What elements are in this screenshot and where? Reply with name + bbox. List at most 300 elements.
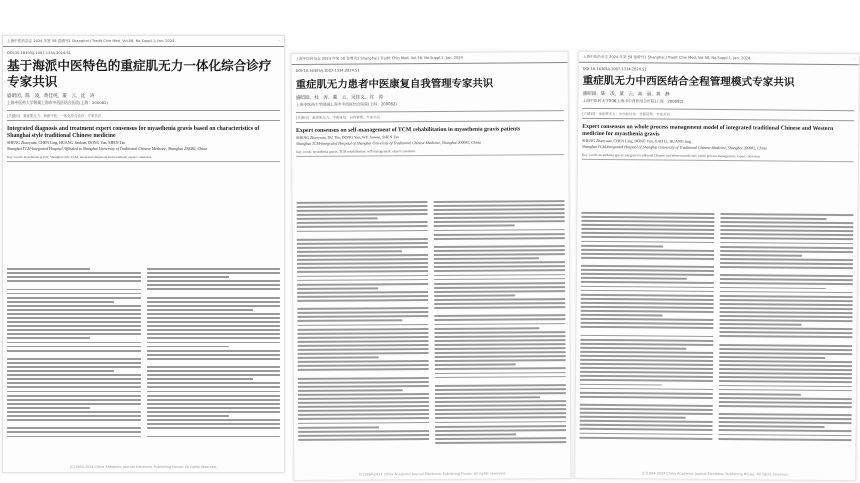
body-text-line <box>7 276 141 278</box>
body-text-line <box>581 273 714 276</box>
body-text-line <box>298 357 379 359</box>
body-text-line <box>720 315 853 318</box>
body-text-line <box>297 209 428 212</box>
body-text-line <box>581 244 663 247</box>
body-text-line <box>297 213 428 216</box>
body-text-line <box>7 284 141 286</box>
body-text-line <box>7 317 141 319</box>
body-text-line <box>719 405 852 408</box>
body-text-line <box>719 401 852 404</box>
body-text-line <box>298 368 429 371</box>
body-text-line <box>434 208 565 211</box>
body-column-right <box>718 213 853 441</box>
body-text-line <box>7 280 141 282</box>
body-text-line <box>580 432 713 435</box>
body-text-line <box>147 378 254 380</box>
body-text-line <box>435 429 566 432</box>
body-text-line <box>719 425 825 428</box>
body-text-line <box>434 212 565 215</box>
body-text-line <box>297 234 428 237</box>
body-column-right <box>434 200 567 444</box>
body-text-line <box>298 364 429 367</box>
body-text-line <box>435 392 566 395</box>
paper-affiliation: 上海中医药大学附属上海市中西医结合医院(上海 200082) <box>295 101 397 107</box>
body-text-line <box>7 321 141 323</box>
body-text-line <box>581 228 714 231</box>
body-text-line <box>7 407 90 409</box>
body-text-line <box>297 279 428 282</box>
body-text-line <box>298 438 429 441</box>
body-text-line <box>147 403 281 405</box>
body-text-line <box>720 246 853 249</box>
body-text-line <box>719 327 852 330</box>
body-text-line <box>719 344 852 347</box>
body-text-line <box>7 391 141 393</box>
body-text-line <box>7 374 141 376</box>
body-text-line <box>7 297 141 299</box>
body-text-line <box>147 337 281 339</box>
body-text-line <box>719 335 852 338</box>
body-text-line <box>580 330 713 333</box>
english-affiliation: Shanghai TCM-Integrated Hospital of Shanghai University of Traditional Chinese Medicine, Shanghai 200082, China <box>582 144 767 151</box>
body-text-line <box>7 301 114 303</box>
body-text-line <box>435 343 566 346</box>
english-title: Integrated diagnosis and treatment expert consensus for myasthenia gravis based on characteristics of Shanghai style traditional Chinese medicine <box>7 126 260 139</box>
body-text-line <box>7 399 141 401</box>
body-text-line <box>580 359 713 362</box>
body-text-line <box>7 395 141 397</box>
body-text-line <box>297 287 378 289</box>
body-text-line <box>297 311 428 314</box>
english-title: Expert consensus on whole process management model of integrated traditional Chinese and Western medicine for myasthenia gravis <box>582 123 834 138</box>
body-text-line <box>298 344 429 347</box>
body-text-line <box>298 417 429 420</box>
body-text-line <box>147 415 230 417</box>
body-text-line <box>579 436 712 439</box>
body-text-line <box>581 285 714 288</box>
body-text-line <box>718 438 851 441</box>
body-text-line <box>297 303 428 306</box>
body-text-line <box>7 362 141 364</box>
body-text-line <box>298 381 429 384</box>
body-text-line <box>298 434 429 437</box>
body-text-line <box>297 205 428 208</box>
body-text-line <box>147 313 281 315</box>
body-text-line <box>434 265 565 268</box>
keywords-box: [关键词] 重症肌无力；中医康复；自我管理；专家共识 <box>296 110 564 123</box>
body-text-line <box>147 350 281 352</box>
body-text-line <box>298 385 429 388</box>
doi-line: DOI:10.16305/j.1007-1334.2024.S1 <box>295 68 360 73</box>
page-number: · <box>278 39 280 43</box>
body-text-line <box>147 280 281 282</box>
body-text-line <box>720 254 802 257</box>
body-text-line <box>147 329 281 331</box>
body-text-line <box>434 200 565 203</box>
paper-title: 基于海派中医特色的重症肌无力一体化综合诊疗专家共识 <box>7 58 272 89</box>
body-text-line <box>298 401 429 404</box>
body-text-line <box>580 404 713 407</box>
body-text-line <box>720 278 853 281</box>
body-text-line <box>297 336 428 339</box>
body-text-line <box>581 212 714 215</box>
body-text-line <box>7 329 141 331</box>
body-text-line <box>147 431 281 433</box>
body-text-line <box>581 249 714 252</box>
body-text-line <box>147 346 230 348</box>
body-text-line <box>297 266 428 269</box>
body-text-line <box>435 351 566 354</box>
body-text-line <box>434 282 565 285</box>
body-text-line <box>580 334 713 337</box>
body-text-line <box>434 253 565 256</box>
copyright-line: (C)1994-2024 China Academic Journal Electronic Publishing House. All rights reserved. <box>359 471 506 477</box>
body-column-left <box>7 268 141 437</box>
body-text-line <box>720 225 853 228</box>
body-text-line <box>147 333 281 335</box>
body-text-line <box>435 388 566 391</box>
running-header <box>3 36 284 47</box>
body-text-line <box>297 332 428 335</box>
body-text-line <box>147 354 281 356</box>
body-text-line <box>7 354 141 356</box>
body-text-line <box>297 320 402 323</box>
body-text-line <box>435 417 566 420</box>
body-text-line <box>7 415 141 417</box>
english-authors: SHENG Zhaoyuan, CHEN Ling, DONG Yun, GAO Li, HUANG Jing <box>582 138 692 144</box>
body-text-line <box>147 288 281 290</box>
body-text-line <box>580 420 713 423</box>
body-text-line <box>147 386 281 388</box>
body-text-line <box>298 389 403 392</box>
running-header-text: 上海中医药杂志 2024 年第 58 卷增刊1 Shanghai J Tradit Chin Med, Vol.58, No.Suppl.1, Jan. 2024 <box>582 54 751 61</box>
body-text-line <box>719 385 852 388</box>
body-text-line <box>580 371 713 374</box>
body-text-line <box>719 340 852 343</box>
body-text-line <box>147 301 281 303</box>
body-text-line <box>147 427 281 429</box>
paper-page-1 <box>2 35 285 473</box>
body-text-line <box>719 421 852 424</box>
body-text-line <box>581 232 714 235</box>
body-text-line <box>580 375 713 378</box>
body-text-line <box>7 309 141 311</box>
english-keywords: Key words: myasthenia gravis; Shanghai style TCM; integrated diagnosis and treatment; expert consensus <box>7 152 280 162</box>
body-text-line <box>434 278 565 281</box>
body-text-line <box>7 370 114 372</box>
body-text-line <box>581 281 714 284</box>
body-text-line <box>581 310 714 313</box>
body-text-line <box>297 225 428 228</box>
body-text-line <box>434 229 565 232</box>
body-text-line <box>719 397 852 400</box>
body-text-line <box>581 293 714 296</box>
body-text-line <box>720 311 853 314</box>
body-text-line <box>720 307 853 310</box>
body-text-line <box>435 421 566 424</box>
body-text-line <box>434 327 539 330</box>
body-text-line <box>298 340 429 343</box>
body-text-line <box>147 391 281 393</box>
body-text-line <box>434 335 565 338</box>
body-text-line <box>297 230 428 233</box>
body-text-line <box>297 270 428 273</box>
body-text-line <box>434 237 565 240</box>
body-text-line <box>580 412 713 415</box>
body-text-line <box>580 355 713 358</box>
body-text-line <box>434 302 565 305</box>
body-text-line <box>581 306 714 309</box>
body-text-line <box>298 360 429 363</box>
body-text-line <box>147 382 281 384</box>
body-text-line <box>720 258 853 261</box>
body-text-line <box>7 289 141 291</box>
body-text-line <box>435 433 516 435</box>
body-text-line <box>297 246 428 249</box>
english-affiliation: Shanghai TCM-Integrated Hospital of Shanghai University of Traditional Chinese Medicine, Shanghai 200082, China <box>296 140 481 146</box>
body-columns <box>579 212 853 441</box>
body-text-line <box>7 272 141 274</box>
body-text-line <box>434 261 565 264</box>
body-text-line <box>434 310 565 313</box>
body-text-line <box>720 237 853 240</box>
body-text-line <box>297 283 428 286</box>
paper-authors: 盛昭园，陈 凌，黄佳纯，董 云，沈 涛 <box>7 94 95 99</box>
english-title: Expert consensus on self-management of TCM rehabilitation in myasthenia gravis patients <box>296 126 521 134</box>
body-text-line <box>720 319 853 322</box>
body-text-line <box>580 338 713 341</box>
body-text-line <box>581 261 714 264</box>
body-text-line <box>7 313 141 315</box>
body-text-line <box>297 328 428 331</box>
body-text-line <box>147 399 281 401</box>
body-text-line <box>434 294 515 296</box>
body-text-line <box>580 326 713 329</box>
body-text-line <box>434 225 515 227</box>
body-text-line <box>297 291 428 294</box>
body-text-line <box>720 262 853 265</box>
body-text-line <box>581 220 714 223</box>
body-text-line <box>147 423 281 425</box>
body-text-line <box>434 274 565 277</box>
keywords-box: [关键词] 重症肌无力；海派中医；一体化综合诊疗；专家共识 <box>7 110 280 121</box>
body-text-line <box>720 233 853 236</box>
body-text-line <box>719 372 852 375</box>
english-affiliation: Shanghai TCM-Integrated Hospital Affiliated to Shanghai University of Traditional Chinese Medicine, Shanghai 200082, China <box>7 147 207 151</box>
body-text-line <box>435 347 566 350</box>
body-text-line <box>435 384 566 387</box>
body-text-line <box>297 262 428 265</box>
body-text-line <box>580 424 713 427</box>
body-text-line <box>7 411 141 413</box>
paper-page-3 <box>574 51 860 481</box>
body-text-line <box>147 305 281 307</box>
body-text-line <box>719 434 852 437</box>
body-text-line <box>147 411 281 413</box>
body-text-line <box>719 348 852 351</box>
body-text-line <box>434 249 565 252</box>
body-text-line <box>435 339 566 342</box>
body-text-line <box>434 306 565 309</box>
body-text-line <box>7 337 90 339</box>
body-text-line <box>7 403 141 405</box>
body-text-line <box>7 333 141 335</box>
body-text-line <box>435 404 566 407</box>
body-column-right <box>147 268 281 437</box>
body-text-line <box>580 387 713 390</box>
body-text-line <box>7 386 141 388</box>
body-text-line <box>720 287 826 290</box>
body-text-line <box>719 380 852 383</box>
body-text-line <box>147 268 281 270</box>
body-text-line <box>7 293 141 295</box>
body-text-line <box>7 436 141 438</box>
body-text-line <box>147 276 230 278</box>
body-text-line <box>297 315 428 318</box>
body-text-line <box>581 298 714 301</box>
body-text-line <box>719 352 852 355</box>
body-text-line <box>298 373 429 376</box>
body-text-line <box>297 218 378 220</box>
body-text-line <box>435 412 566 415</box>
body-text-line <box>434 216 565 219</box>
body-text-line <box>435 364 516 366</box>
body-text-line <box>298 348 429 351</box>
body-text-line <box>435 441 566 444</box>
english-keywords: Key words: myasthenia gravis; TCM rehabilitation; self-management; expert consensus <box>296 145 564 157</box>
body-text-line <box>434 331 565 334</box>
english-keywords: Key words: myasthenia gravis; integrated traditional Chinese and Western medicine; whole process management; expert consensus <box>582 150 854 162</box>
body-text-line <box>581 314 663 317</box>
body-text-line <box>719 417 852 420</box>
body-text-line <box>297 258 428 261</box>
body-text-line <box>580 379 713 382</box>
body-text-line <box>720 282 853 285</box>
body-text-line <box>720 250 853 253</box>
body-text-line <box>434 286 565 289</box>
body-text-line <box>147 284 281 286</box>
body-text-line <box>7 431 141 433</box>
body-text-line <box>147 407 281 409</box>
body-text-line <box>298 426 379 428</box>
body-text-line <box>297 250 402 253</box>
body-text-line <box>7 358 141 360</box>
page-number: · <box>853 57 855 62</box>
english-authors: SHENG Zhaoyuan, CHEN Ling, HUANG Jiachun, DONG Yun, SHEN Tao <box>7 141 126 145</box>
body-text-line <box>581 253 714 256</box>
body-text-line <box>434 241 565 244</box>
body-text-line <box>298 405 429 408</box>
body-text-line <box>147 342 281 344</box>
body-text-line <box>7 268 90 270</box>
body-text-line <box>147 321 281 323</box>
body-text-line <box>720 291 853 294</box>
body-text-line <box>147 292 281 294</box>
running-header-text: 上海中医药杂志 2024 年第 58 卷增刊1 Shanghai J Tradit Chin Med, Vol.58, No.Suppl.1, Jan. 2024 <box>7 39 175 43</box>
body-text-line <box>434 220 565 223</box>
body-column-left <box>579 212 714 440</box>
body-text-line <box>720 217 826 220</box>
body-text-line <box>435 367 566 370</box>
body-text-line <box>435 400 566 403</box>
body-text-line <box>720 242 853 245</box>
body-text-line <box>297 307 428 310</box>
body-text-line <box>719 376 852 379</box>
body-text-line <box>434 290 565 293</box>
body-text-line <box>719 356 825 359</box>
body-text-line <box>147 366 281 368</box>
body-text-line <box>147 362 281 364</box>
body-text-line <box>434 314 565 317</box>
body-text-line <box>434 319 565 322</box>
body-text-line <box>435 359 566 362</box>
body-text-line <box>719 368 852 371</box>
body-text-line <box>720 229 853 232</box>
body-text-line <box>434 298 565 301</box>
body-text-line <box>581 302 714 305</box>
body-text-line <box>720 295 853 298</box>
body-text-line <box>720 221 853 224</box>
body-text-line <box>7 350 141 352</box>
body-text-line <box>719 389 852 392</box>
body-text-line <box>580 343 713 346</box>
doi-line: DOI:10.16305/j.1007-1334.2024.S1 <box>7 51 71 55</box>
body-text-line <box>580 391 713 394</box>
body-text-line <box>147 297 281 299</box>
body-text-line <box>298 397 429 400</box>
body-text-line <box>580 322 713 325</box>
body-text-line <box>435 396 540 399</box>
body-text-line <box>7 325 141 327</box>
body-text-line <box>581 269 714 272</box>
body-text-line <box>719 429 852 432</box>
body-text-line <box>720 303 853 306</box>
body-text-line <box>7 346 141 348</box>
body-text-line <box>147 325 281 327</box>
body-text-line <box>435 380 566 383</box>
body-text-line <box>7 378 141 380</box>
body-text-line <box>581 224 714 227</box>
body-text-line <box>580 383 662 386</box>
body-text-line <box>720 213 853 216</box>
body-text-line <box>719 364 852 367</box>
body-text-line <box>297 238 428 241</box>
body-text-line <box>581 277 687 280</box>
body-text-line <box>297 275 428 278</box>
body-text-line <box>297 324 428 327</box>
body-text-line <box>435 372 566 375</box>
copyright-line: (C)1994-2024 China Academic Journal Electronic Publishing House. All rights reserved. <box>641 471 789 477</box>
body-text-line <box>435 408 566 411</box>
body-columns <box>7 268 280 437</box>
body-text-line <box>435 425 566 428</box>
doi-line: DOI:10.16305/j.1007-1334.2024.S1 <box>582 66 647 72</box>
body-text-line <box>298 352 429 355</box>
body-text-line <box>580 367 713 370</box>
keywords-box: [关键词] 重症肌无力；中西医结合；全程管理；专家共识 <box>582 108 854 121</box>
body-text-line <box>581 236 714 239</box>
body-text-line <box>7 342 141 344</box>
body-column-left <box>297 201 430 445</box>
body-text-line <box>147 370 281 372</box>
body-text-line <box>580 400 713 403</box>
body-text-line <box>719 331 852 334</box>
body-text-line <box>297 299 428 302</box>
copyright-line: (C)1994-2024 China Academic Journal Electronic Publishing House. All rights reserved. <box>70 465 217 469</box>
body-text-line <box>719 409 852 412</box>
body-text-line <box>720 266 853 269</box>
body-text-line <box>581 257 714 260</box>
